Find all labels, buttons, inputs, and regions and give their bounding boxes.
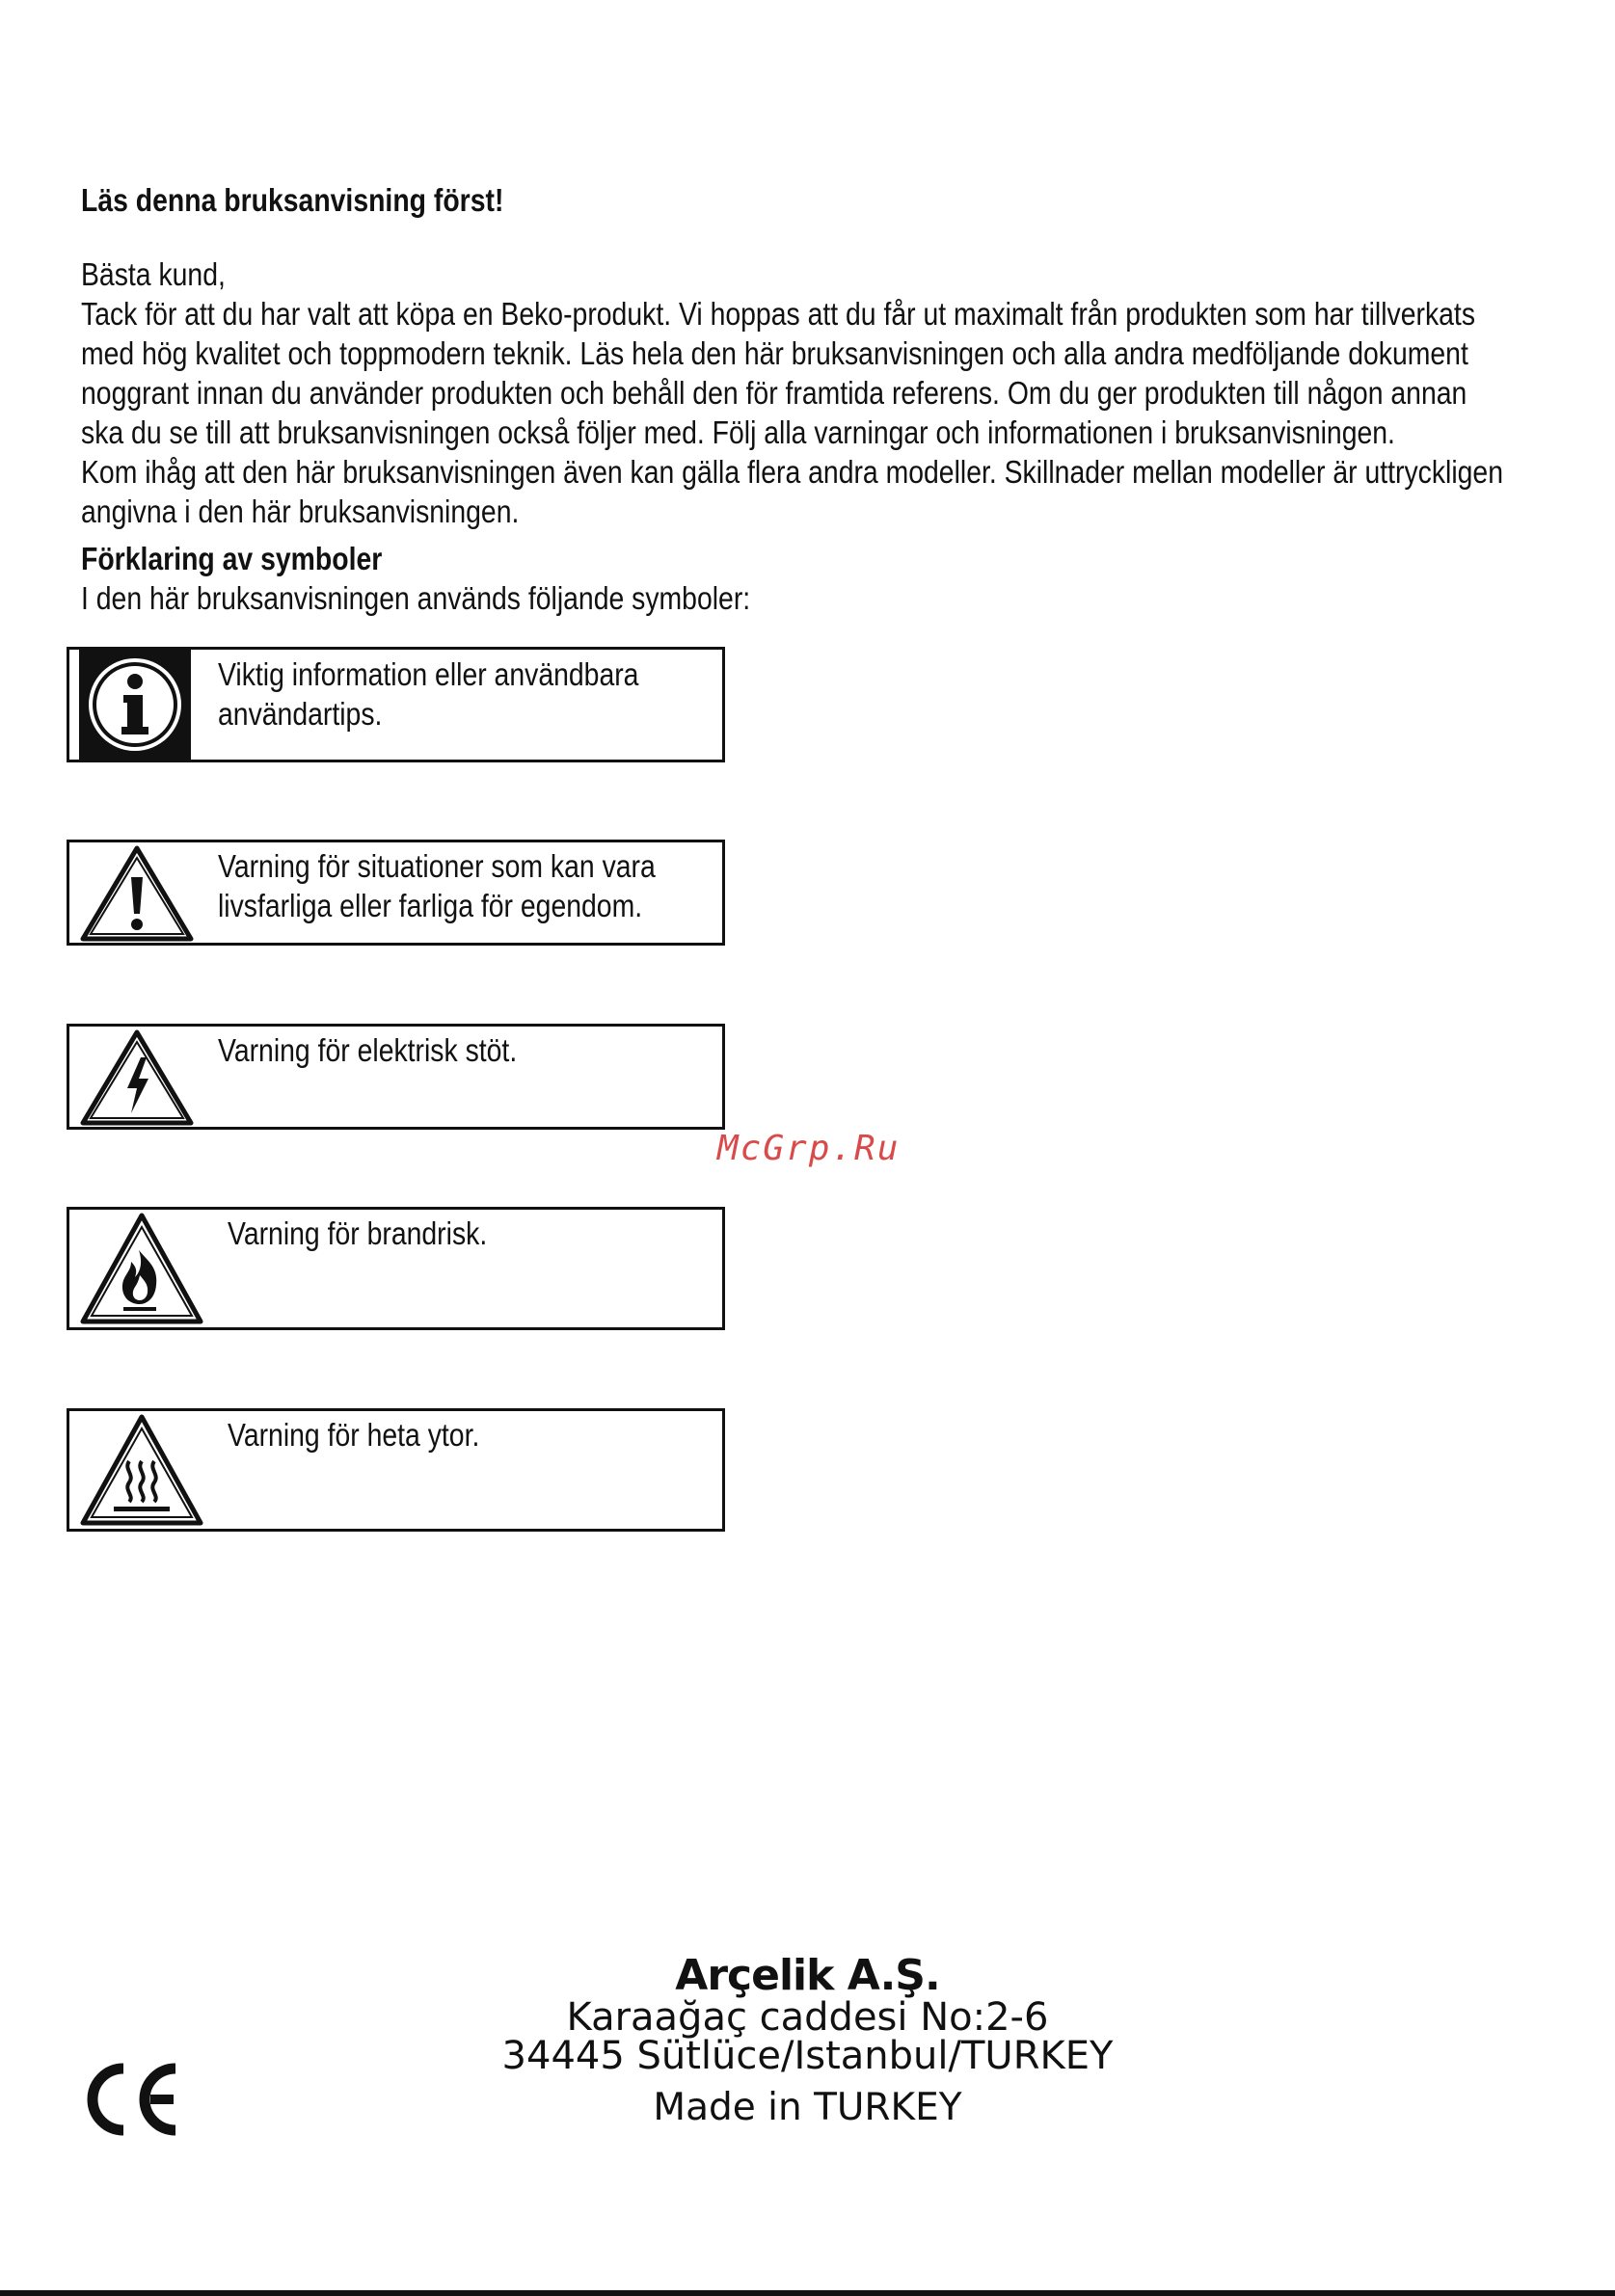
intro-line: med hög kvalitet och toppmodern teknik. Läs hela den här bruksanvisningen och alla andra medföljande dokument xyxy=(81,335,1468,371)
symbol-text: Varning för heta ytor. xyxy=(228,1417,480,1453)
symbols-heading: Förklaring av symboler xyxy=(81,541,383,576)
intro-line: Kom ihåg att den här bruksanvisningen även kan gälla flera andra modeller. Skillnader mellan modeller är uttryckligen xyxy=(81,454,1504,490)
warning-icon xyxy=(79,844,195,948)
symbol-box-fire xyxy=(67,1207,725,1330)
hot-surface-icon xyxy=(79,1413,204,1534)
intro-line: ska du se till att bruksanvisningen också följer med. Följ alla varningar och informationen i bruksanvisningen. xyxy=(81,414,1395,450)
symbol-text: Viktig information eller användbara xyxy=(218,656,639,692)
symbol-box-info xyxy=(67,647,725,762)
ce-mark xyxy=(77,2061,183,2138)
intro-line: angivna i den här bruksanvisningen. xyxy=(81,494,520,529)
greeting: Bästa kund, xyxy=(81,256,226,292)
watermark: McGrp.Ru xyxy=(717,1129,901,1168)
manufacturer-city: 34445 Sütlüce/Istanbul/TURKEY xyxy=(501,2034,1114,2078)
bottom-border xyxy=(0,2290,1615,2296)
symbol-text: Varning för situationer som kan vara xyxy=(218,848,656,884)
fire-icon xyxy=(79,1212,204,1332)
page-title: Läs denna bruksanvisning först! xyxy=(81,182,504,218)
symbols-intro: I den här bruksanvisningen används följande symboler: xyxy=(81,580,751,616)
symbol-box-hot-surface xyxy=(67,1408,725,1532)
symbol-text: användartips. xyxy=(218,696,383,732)
symbol-text: Varning för elektrisk stöt. xyxy=(218,1032,518,1068)
intro-line: Tack för att du har valt att köpa en Beko-produkt. Vi hoppas att du får ut maximalt från produkten som har tillverkats xyxy=(81,296,1476,332)
symbol-box-warning xyxy=(67,840,725,946)
intro-line: noggrant innan du använder produkten och behåll den för framtida referens. Om du ger produkten till någon annan xyxy=(81,375,1467,411)
manufacturer-street: Karaağaç caddesi No:2-6 xyxy=(566,1995,1049,2040)
symbol-text: Varning för brandrisk. xyxy=(228,1215,488,1251)
made-in: Made in TURKEY xyxy=(653,2086,962,2129)
manufacturer-name: Arçelik A.Ş. xyxy=(675,1951,940,2000)
symbol-box-electric xyxy=(67,1024,725,1130)
electric-shock-icon xyxy=(79,1028,195,1132)
symbol-text: livsfarliga eller farliga för egendom. xyxy=(218,888,643,923)
info-icon xyxy=(79,650,191,760)
